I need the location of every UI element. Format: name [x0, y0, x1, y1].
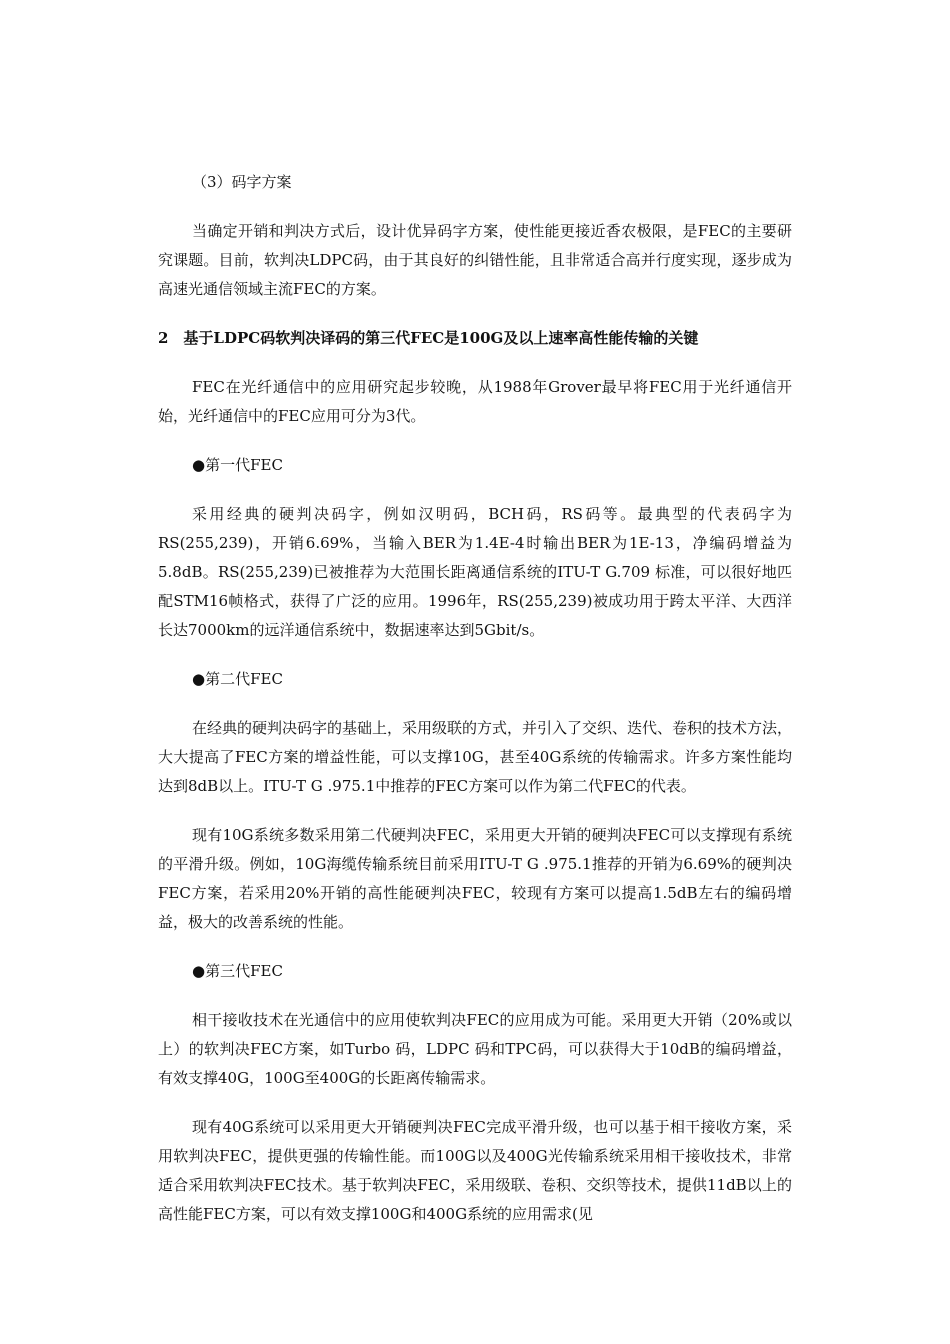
bullet-third-gen: ●第三代FEC — [192, 962, 283, 980]
paragraph-third-gen: 相干接收技术在光通信中的应用使软判决FEC的应用成为可能。采用更大开销（20%或以上）的软判决FEC方案，如Turbo 码，LDPC 码和TPC码，可以获得大于10dB的编码增益，有效支撑40G，100G至400G的长距离传输需求。 — [158, 1011, 792, 1087]
bullet-first-gen: ●第一代FEC — [192, 456, 283, 474]
paragraph-40g-systems: 现有40G系统可以采用更大开销硬判决FEC完成平滑升级，也可以基于相干接收方案，采用软判决FEC，提供更强的传输性能。而100G以及400G光传输系统采用相干接收技术，非常适合采用软判决FEC技术。基于软判决FEC，采用级联、卷积、交织等技术，提供11dB以上的高性能FEC方案，可以有效支撑100G和400G系统的应用需求(见 — [158, 1118, 792, 1223]
document-body — [158, 168, 792, 1249]
paragraph-10g-systems: 现有10G系统多数采用第二代硬判决FEC，采用更大开销的硬判决FEC可以支撑现有系统的平滑升级。例如，10G海缆传输系统目前采用ITU-T G .975.1推荐的开销为6.69%的硬判决FEC方案，若采用20%开销的高性能硬判决FEC，较现有方案可以提高1.5dB左右的编码增益，极大的改善系统的性能。 — [158, 826, 792, 931]
paragraph-codeword-scheme: 当确定开销和判决方式后，设计优异码字方案，使性能更接近香农极限，是FEC的主要研究课题。目前，软判决LDPC码，由于其良好的纠错性能，且非常适合高并行度实现，逐步成为高速光通信领域主流FEC的方案。 — [158, 222, 792, 298]
section-heading: 2 基于LDPC码软判决译码的第三代FEC是100G及以上速率高性能传输的关键 — [158, 329, 699, 347]
bullet-second-gen: ●第二代FEC — [192, 670, 283, 688]
paragraph-second-gen: 在经典的硬判决码字的基础上，采用级联的方式，并引入了交织、迭代、卷积的技术方法，大大提高了FEC方案的增益性能，可以支撑10G，甚至40G系统的传输需求。许多方案性能均达到8dB以上。ITU-T G .975.1中推荐的FEC方案可以作为第二代FEC的代表。 — [158, 719, 793, 795]
sub-heading: （3）码字方案 — [192, 173, 292, 191]
paragraph-first-gen: 采用经典的硬判决码字，例如汉明码，BCH码，RS码等。最典型的代表码字为RS(255,239)，开销6.69%，当输入BER为1.4E-4时输出BER为1E-13，净编码增益为5.8dB。RS(255,239)已被推荐为大范围长距离通信系统的ITU-T G.709 标准，可以很好地匹配STM16帧格式，获得了广泛的应用。1996年，RS(255,239)被成功用于跨太平洋、大西洋长达7000km的远洋通信系统中，数据速率达到5Gbit/s。 — [158, 505, 792, 639]
paragraph-fec-history: FEC在光纤通信中的应用研究起步较晚，从1988年Grover最早将FEC用于光纤通信开始，光纤通信中的FEC应用可分为3代。 — [158, 378, 792, 425]
